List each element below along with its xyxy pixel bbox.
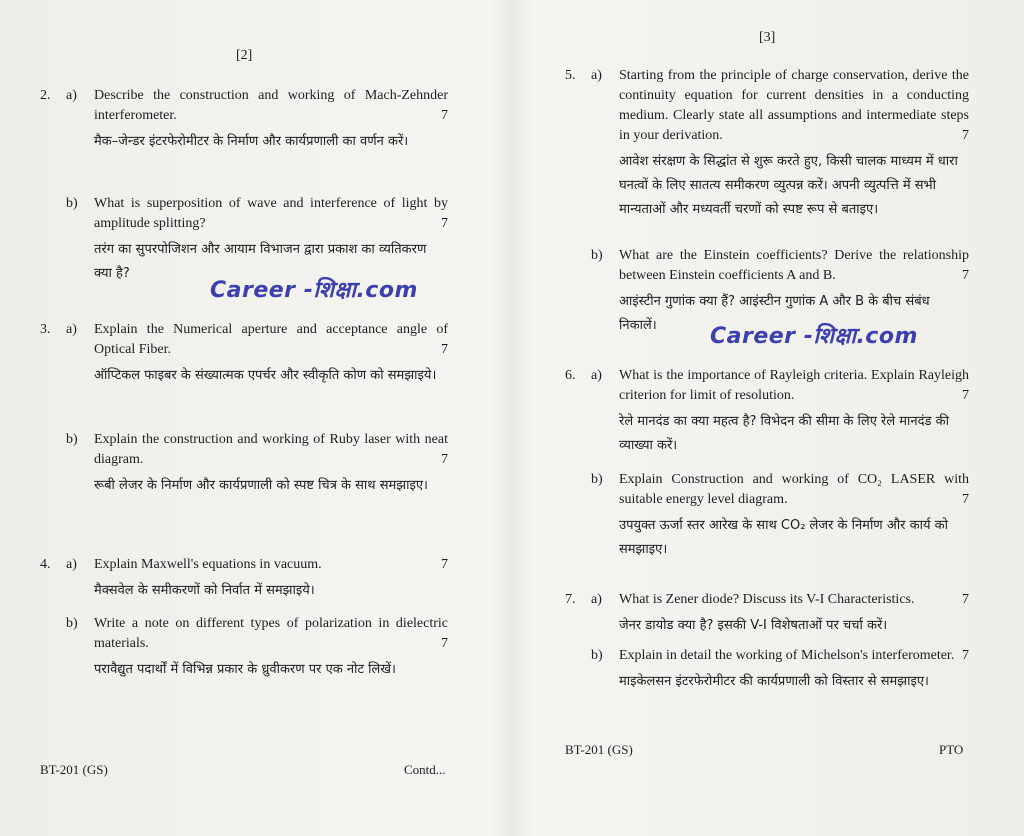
marks: 7	[441, 636, 448, 651]
part-label: b)	[591, 248, 603, 263]
question-text-hi: ऑप्टिकल फाइबर के संख्यात्मक एपर्चर और स्वीकृति कोण को समझाइये।	[94, 368, 437, 383]
part-label: b)	[66, 196, 78, 211]
question-part	[619, 590, 969, 638]
part-label: b)	[591, 472, 603, 487]
question-text-hi: मैक्सवेल के समीकरणों को निर्वात में समझाइये।	[94, 583, 315, 598]
question-text-en: What is Zener diode? Discuss its V-I Characteristics.	[619, 592, 915, 607]
question-text-hi: रेले मानदंड का क्या महत्व है? विभेदन की सीमा के लिए रेले मानदंड की व्याख्या करें।	[619, 414, 949, 453]
question-text-en: Explain in detail the working of Michelson's interferometer.	[619, 648, 955, 663]
question-part	[619, 646, 969, 694]
part-label: a)	[591, 368, 602, 383]
question-text-hi: उपयुक्त ऊर्जा स्तर आरेख के साथ CO₂ लेजर के निर्माण और कार्य को समझाइए।	[619, 518, 948, 557]
page-number: [2]	[236, 48, 253, 63]
question-text-en: Explain the Numerical aperture and acceptance angle of Optical Fiber.	[94, 322, 448, 357]
question-text-hi: परावैद्युत पदार्थों में विभिन्न प्रकार के ध्रुवीकरण पर एक नोट लिखें।	[94, 662, 396, 677]
marks: 7	[962, 648, 969, 663]
part-label: a)	[66, 322, 77, 337]
question-text-hi: रूबी लेजर के निर्माण और कार्यप्रणाली को स्पष्ट चित्र के साथ समझाइए।	[94, 478, 428, 493]
question-part	[619, 66, 969, 222]
marks: 7	[441, 108, 448, 123]
question-text-en: Write a note on different types of polarization in dielectric materials.	[94, 616, 448, 651]
question-number: 6.	[565, 368, 576, 383]
question-part	[94, 320, 448, 388]
footer-code: BT-201 (GS)	[40, 762, 108, 777]
question-text-en: Describe the construction and working of Mach-Zehnder interferometer.	[94, 88, 448, 123]
left-page	[0, 0, 505, 836]
question-text-en: What are the Einstein coefficients? Derive the relationship between Einstein coefficients A and B.	[619, 248, 969, 283]
marks: 7	[962, 388, 969, 403]
marks: 7	[962, 592, 969, 607]
question-number: 2.	[40, 88, 51, 103]
marks: 7	[441, 452, 448, 467]
question-text-hi: आइंस्टीन गुणांक क्या हैं? आइंस्टीन गुणांक A और B के बीच संबंध निकालें।	[619, 294, 930, 333]
question-text-en: What is superposition of wave and interference of light by amplitude splitting?	[94, 196, 448, 231]
question-part	[619, 470, 969, 562]
marks: 7	[962, 492, 969, 507]
question-part	[94, 614, 448, 682]
footer-note: PTO	[939, 742, 964, 757]
question-number: 5.	[565, 68, 576, 83]
question-part	[94, 194, 448, 286]
part-label: b)	[591, 648, 603, 663]
question-text-hi: माइकेलसन इंटरफेरोमीटर की कार्यप्रणाली को विस्तार से समझाइए।	[619, 674, 929, 689]
question-text-hi: जेनर डायोड क्या है? इसकी V-I विशेषताओं पर चर्चा करें।	[619, 618, 888, 633]
question-part	[94, 555, 448, 603]
question-number: 7.	[565, 592, 576, 607]
part-label: b)	[66, 432, 78, 447]
marks: 7	[441, 342, 448, 357]
footer-note: Contd...	[404, 762, 446, 777]
part-label: a)	[66, 557, 77, 572]
part-label: a)	[66, 88, 77, 103]
marks: 7	[962, 128, 969, 143]
footer-code: BT-201 (GS)	[565, 742, 633, 757]
question-text-en: What is the importance of Rayleigh criteria. Explain Rayleigh criterion for limit of resolution.	[619, 368, 969, 403]
page-number: [3]	[759, 30, 776, 45]
question-text-hi: मैक–जेन्डर इंटरफेरोमीटर के निर्माण और कार्यप्रणाली का वर्णन करें।	[94, 134, 409, 149]
part-label: a)	[591, 592, 602, 607]
right-page	[515, 0, 1024, 836]
marks: 7	[962, 268, 969, 283]
marks: 7	[441, 557, 448, 572]
question-text-hi: तरंग का सुपरपोजिशन और आयाम विभाजन द्वारा प्रकाश का व्यतिकरण क्या है?	[94, 242, 427, 281]
part-label: b)	[66, 616, 78, 631]
question-number: 4.	[40, 557, 51, 572]
marks: 7	[441, 216, 448, 231]
watermark: Career -शिक्षा.com	[210, 278, 418, 303]
question-text-en: Explain the construction and working of Ruby laser with neat diagram.	[94, 432, 448, 467]
watermark: Career -शिक्षा.com	[710, 324, 918, 349]
question-text-en: Explain Maxwell's equations in vacuum.	[94, 557, 322, 572]
question-text-en: Starting from the principle of charge conservation, derive the continuity equation for current densities in a conducting medium. Clearly state all assumptions and intermediate steps in your derivation.	[619, 68, 969, 143]
part-label: a)	[591, 68, 602, 83]
question-number: 3.	[40, 322, 51, 337]
question-part	[94, 86, 448, 154]
question-text-hi: आवेश संरक्षण के सिद्धांत से शुरू करते हुए, किसी चालक माध्यम में धारा घनत्वों के लिए सातत्य समीकरण व्युत्पन्न करें। अपनी व्युत्पत्ति में सभी मान्यताओं और मध्यवर्ती चरणों को स्पष्ट रूप से बताइए।	[619, 154, 958, 217]
question-part	[94, 430, 448, 498]
question-part	[619, 366, 969, 458]
question-text-en: Explain Construction and working of CO₂ LASER with suitable energy level diagram.	[619, 472, 969, 507]
